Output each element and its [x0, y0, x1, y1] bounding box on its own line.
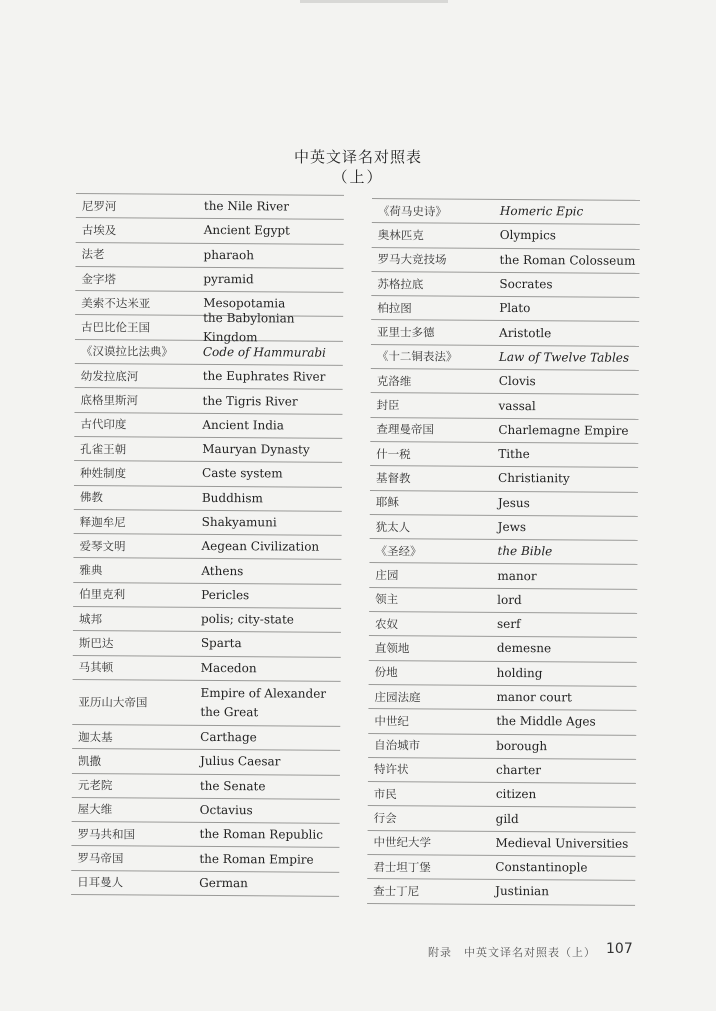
page-subtitle: （上）	[332, 168, 384, 186]
english-term: manor	[497, 568, 537, 583]
english-term: Medieval Universities	[495, 835, 629, 851]
english-term: borough	[496, 738, 548, 753]
table-row	[74, 509, 342, 535]
table-row	[369, 562, 637, 588]
table-row	[76, 193, 344, 219]
chinese-term: 斯巴达	[78, 636, 114, 651]
table-row	[367, 854, 635, 880]
table-row	[368, 708, 636, 734]
english-term: the Senate	[199, 778, 266, 794]
table-row	[369, 635, 637, 661]
english-term: the Babylonian Kingdom	[202, 311, 295, 345]
chinese-term: 《荷马史诗》	[377, 203, 447, 219]
english-term: Clovis	[498, 374, 536, 389]
english-term: Constantinople	[495, 860, 588, 875]
english-term: Charlemagne Empire	[498, 422, 629, 438]
chinese-term: 亚历山大帝国	[78, 694, 148, 710]
english-term: the Nile River	[203, 199, 290, 214]
chinese-term: 《圣经》	[375, 543, 422, 559]
table-row	[72, 748, 340, 774]
chinese-term: 罗马大竞技场	[377, 252, 447, 267]
english-term: Caste system	[201, 466, 283, 481]
chinese-term: 雅典	[79, 563, 103, 578]
chinese-term: 《汉谟拉比法典》	[80, 344, 173, 360]
table-row	[72, 724, 340, 750]
chinese-term: 农奴	[374, 616, 399, 631]
chinese-term: 爱琴文明	[79, 538, 126, 554]
footer-label: 附录 中英文译名对照表（上）	[428, 946, 596, 959]
table-row	[74, 485, 342, 511]
chinese-term: 佛教	[79, 490, 103, 505]
chinese-term: 城邦	[78, 611, 103, 626]
english-term: Jews	[497, 519, 527, 535]
table-row	[73, 557, 341, 583]
english-term: lord	[497, 592, 522, 607]
chinese-term: 直领地	[374, 641, 410, 656]
english-term: Aegean Civilization	[201, 539, 320, 555]
english-term: Plato	[499, 301, 531, 316]
table-row	[368, 757, 636, 783]
chinese-term: 尼罗河	[81, 198, 117, 213]
table-row	[368, 805, 636, 831]
english-term: Macedon	[200, 660, 257, 676]
english-term: Mauryan Dynasty	[202, 441, 310, 457]
table-row	[369, 587, 637, 613]
glossary-table-right	[367, 198, 640, 905]
chinese-term: 什一税	[376, 446, 411, 461]
chinese-term: 古埃及	[81, 222, 117, 238]
table-row	[369, 611, 637, 637]
english-term: Shakyamuni	[201, 514, 277, 530]
english-term: German	[199, 875, 248, 891]
chinese-term: 中世纪大学	[373, 835, 432, 850]
table-row	[75, 339, 343, 365]
table-row	[73, 655, 341, 681]
table-row	[75, 311, 343, 345]
table-row	[370, 514, 638, 540]
table-row	[371, 319, 639, 345]
table-row	[369, 538, 637, 564]
english-term: Athens	[201, 563, 244, 578]
chinese-term: 自治城市	[374, 738, 421, 753]
chinese-term: 庄园	[375, 568, 399, 583]
chinese-term: 查士丁尼	[373, 883, 420, 899]
page-number: 107	[606, 941, 633, 957]
top-edge-line	[300, 0, 448, 3]
english-term: Homeric Epic	[499, 204, 584, 219]
table-row	[71, 821, 339, 847]
table-row	[74, 460, 342, 486]
english-term: Octavius	[199, 802, 253, 818]
english-term: serf	[496, 617, 521, 632]
table-row	[72, 797, 340, 823]
table-row	[73, 533, 341, 559]
english-term: charter	[495, 762, 542, 778]
table-row	[72, 679, 340, 726]
english-term: manor court	[496, 689, 572, 705]
chinese-term: 迦太基	[78, 729, 113, 744]
chinese-term: 奥林匹克	[377, 227, 424, 243]
chinese-term: 基督教	[375, 470, 411, 486]
table-row	[73, 630, 341, 656]
english-term: Olympics	[499, 228, 557, 243]
chinese-term: 屋大维	[77, 802, 113, 817]
english-term: the Bible	[497, 544, 553, 559]
english-term: Jesus	[497, 495, 530, 510]
table-row	[371, 247, 639, 273]
chinese-term: 马其顿	[78, 660, 114, 675]
chinese-term: 古代印度	[80, 417, 127, 432]
chinese-term: 古巴比伦王国	[81, 320, 151, 335]
table-row	[372, 198, 640, 224]
table-row	[371, 271, 639, 297]
english-term: Pericles	[201, 587, 250, 603]
table-row	[372, 222, 640, 248]
page-title: 中英文译名对照表	[293, 148, 422, 166]
english-term: Aristotle	[499, 325, 552, 340]
chinese-term: 特许状	[373, 762, 409, 777]
table-row	[367, 830, 635, 856]
chinese-term: 庄园法庭	[374, 689, 421, 704]
english-term: Socrates	[499, 276, 553, 292]
english-term: pharaoh	[203, 247, 255, 262]
chinese-term: 犹太人	[375, 519, 411, 534]
english-term: the Roman Colosseum	[499, 252, 636, 268]
english-term: Tithe	[498, 446, 530, 462]
table-row	[75, 242, 343, 268]
english-term: the Tigris River	[202, 393, 298, 409]
chinese-term: 罗马帝国	[77, 851, 124, 866]
table-row	[368, 781, 636, 807]
english-term: the Roman Empire	[199, 851, 314, 867]
english-term: Ancient Egypt	[203, 223, 290, 238]
table-row	[370, 490, 638, 516]
table-row	[71, 870, 339, 897]
chinese-term: 金字塔	[81, 271, 116, 286]
english-term: demesne	[496, 641, 552, 656]
table-row	[371, 368, 639, 394]
table-row	[368, 684, 636, 710]
english-term: Justinian	[495, 884, 550, 899]
table-row	[370, 417, 638, 443]
chinese-term: 中世纪	[374, 713, 409, 729]
chinese-term: 份地	[374, 665, 398, 680]
english-term: Ancient India	[202, 417, 284, 433]
chinese-term: 法老	[81, 247, 105, 262]
chinese-term: 日耳曼人	[77, 875, 124, 890]
english-term: the Euphrates River	[202, 369, 326, 384]
english-term: holding	[496, 665, 543, 680]
chinese-term: 亚里士多德	[377, 325, 435, 340]
chinese-term: 君士坦丁堡	[373, 859, 431, 875]
table-row	[371, 295, 639, 321]
english-term: Sparta	[200, 636, 242, 651]
english-term: the Middle Ages	[496, 714, 596, 729]
english-term: Law of Twelve Tables	[498, 349, 630, 365]
english-term: polis; city-state	[200, 612, 294, 627]
english-term: vassal	[498, 398, 536, 413]
english-term: Christianity	[497, 471, 570, 486]
chinese-term: 罗马共和国	[77, 826, 136, 842]
english-term: gild	[495, 811, 519, 826]
table-row	[74, 412, 342, 438]
english-term: Mesopotamia	[203, 296, 286, 311]
chinese-term: 查理曼帝国	[376, 422, 434, 437]
chinese-term: 美索不达米亚	[81, 295, 151, 311]
chinese-term: 幼发拉底河	[80, 368, 139, 384]
english-term: the Roman Republic	[199, 827, 324, 843]
table-row	[73, 582, 341, 608]
chinese-term: 《十二铜表法》	[376, 349, 458, 365]
chinese-term: 克洛维	[376, 373, 412, 388]
chinese-term: 领主	[375, 592, 399, 607]
table-row	[72, 773, 340, 799]
english-term: Empire of Alexander the Great	[200, 685, 327, 720]
table-row	[71, 845, 339, 871]
table-row	[75, 266, 343, 292]
glossary-table-left	[71, 193, 344, 897]
table-row	[369, 660, 637, 686]
english-term: Code of Hammurabi	[202, 344, 326, 360]
english-term: citizen	[495, 787, 537, 802]
chinese-term: 底格里斯河	[80, 393, 139, 408]
table-row	[371, 344, 639, 370]
chinese-term: 凯撒	[77, 753, 102, 769]
chinese-term: 行会	[373, 811, 397, 826]
english-term: Buddhism	[201, 490, 263, 506]
table-row	[370, 392, 638, 418]
table-row	[74, 436, 342, 462]
table-row	[74, 387, 342, 413]
table-row	[367, 878, 635, 905]
chinese-term: 苏格拉底	[377, 276, 424, 291]
table-row	[368, 733, 636, 759]
table-row	[75, 363, 343, 389]
table-row	[73, 606, 341, 632]
chinese-term: 柏拉图	[377, 300, 412, 316]
chinese-term: 市民	[373, 786, 397, 801]
chinese-term: 种姓制度	[79, 465, 127, 481]
table-row	[370, 441, 638, 467]
chinese-term: 释迦牟尼	[79, 514, 126, 529]
english-term: Carthage	[200, 729, 257, 745]
chinese-term: 耶稣	[375, 495, 399, 510]
chinese-term: 封臣	[376, 398, 400, 413]
english-term: pyramid	[203, 271, 254, 287]
table-row	[370, 465, 638, 491]
chinese-term: 伯里克利	[79, 587, 126, 602]
table-row	[76, 217, 344, 243]
chinese-term: 孔雀王朝	[80, 441, 127, 456]
chinese-term: 元老院	[77, 778, 113, 793]
english-term: Julius Caesar	[199, 754, 281, 769]
